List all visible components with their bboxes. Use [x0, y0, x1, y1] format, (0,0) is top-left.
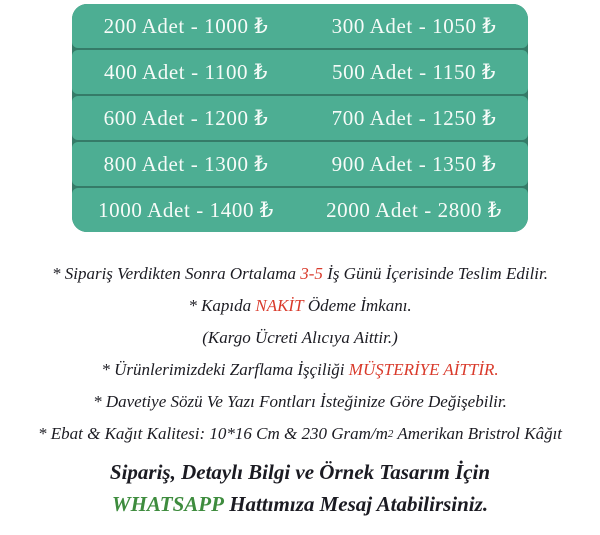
note-delivery-time: [0, 258, 600, 290]
footer-contact-intro: [0, 456, 600, 488]
note-text: * Davetiye Sözü Ve Yazı Fontları İsteğinize Göre Değişebilir.: [93, 392, 507, 411]
note-highlight-customer: MÜŞTERİYE AİTTİR.: [348, 360, 499, 379]
price-cell: 600 Adet - 1200 ₺: [103, 105, 269, 130]
note-text: (Kargo Ücreti Alıcıya Aittir.): [202, 328, 398, 347]
footer-whatsapp-line: [0, 488, 600, 520]
price-cell: 300 Adet - 1050 ₺: [331, 13, 497, 38]
price-cell: 2000 Adet - 2800 ₺: [326, 197, 502, 222]
note-shipping-fee: [0, 322, 600, 354]
price-table: [72, 4, 528, 232]
footer-text: Hattımıza Mesaj Atabilirsiniz.: [223, 491, 489, 516]
footer-whatsapp-label: WHATSAPP: [111, 491, 224, 516]
note-paper-quality: * Ebat & Kağıt Kalitesi: 10*16 Cm & 230 Gram/m 2 Amerikan Bristrol Kâğıt: [37, 424, 563, 443]
note-highlight-cash: NAKİT: [255, 296, 304, 315]
price-cell: 200 Adet - 1000 ₺: [103, 13, 269, 38]
footer-text: Sipariş, Detaylı Bilgi ve Örnek Tasarım İçin: [109, 459, 491, 484]
price-table-row: [72, 142, 528, 186]
note-envelope-labor: [0, 354, 600, 386]
note-text: Ödeme İmkanı.: [303, 296, 412, 315]
note-text: Amerikan Bristrol Kâğıt: [393, 424, 563, 443]
note-text: * Sipariş Verdikten Sonra Ortalama: [52, 264, 301, 283]
price-table-row: [72, 4, 528, 48]
note-text: İş Günü İçerisinde Teslim Edilir.: [322, 264, 548, 283]
price-cell: 400 Adet - 1100 ₺: [104, 59, 268, 84]
note-cash-payment: [0, 290, 600, 322]
note-text: * Ebat & Kağıt Kalitesi: 10*16 Cm & 230 Gram/m: [37, 424, 388, 443]
price-table-row: [72, 96, 528, 140]
note-text: * Kapıda: [188, 296, 256, 315]
price-cell: 700 Adet - 1250 ₺: [331, 105, 497, 130]
price-cell: 500 Adet - 1150 ₺: [332, 59, 496, 84]
footer-section: [0, 456, 600, 520]
note-text: * Ürünlerimizdeki Zarflama İşçiliği: [101, 360, 349, 379]
note-highlight-days: 3-5: [300, 264, 323, 283]
price-table-row: [72, 188, 528, 232]
price-table-row: [72, 50, 528, 94]
notes-section: [0, 258, 600, 450]
price-cell: 800 Adet - 1300 ₺: [103, 151, 269, 176]
note-fonts-changeable: [0, 386, 600, 418]
price-cell: 900 Adet - 1350 ₺: [331, 151, 497, 176]
price-cell: 1000 Adet - 1400 ₺: [98, 197, 274, 222]
